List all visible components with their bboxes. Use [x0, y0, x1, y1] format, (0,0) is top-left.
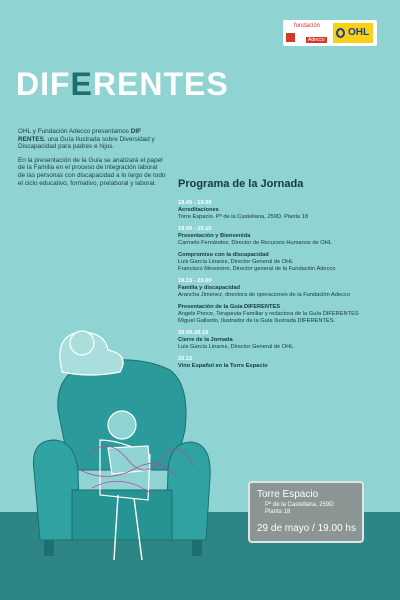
venue-address — [265, 502, 334, 516]
item-time: 20.15 — [178, 356, 193, 362]
item-heading: Compromiso con la discapacidad — [178, 252, 269, 258]
item-line: Miguel Gallardo, Ilustrador de la Guía Ilustrada DIFERENTES. — [178, 318, 336, 324]
intro-p1-c: , una Guía Ilustrada sobre Diversidad y Discapacidad para padres e hijos. — [18, 135, 155, 151]
schedule-item — [178, 356, 388, 370]
item-time: 20.00-20.15 — [178, 330, 209, 336]
title-part-2: RENTES — [92, 66, 229, 102]
title-part-1: DIF — [16, 66, 71, 102]
item-line: Carmelo Fernández, Director de Recursos Humanos de OHL — [178, 240, 332, 246]
schedule-item — [178, 252, 388, 273]
item-heading: Vino Español en la Torre Espacio — [178, 363, 268, 369]
item-heading: Cierre de la Jornada — [178, 337, 233, 343]
item-line: Luis García Linares, Director General de OHL — [178, 344, 294, 350]
item-line: Angels Ponce, Terapeuta Familiar y redactora de la Guía DIFERENTES — [178, 311, 359, 317]
child-head — [108, 411, 136, 439]
intro-p1-a: OHL y Fundación Adecco presentamos — [18, 128, 131, 135]
intro-p1-title: DIF RENTES — [18, 128, 142, 143]
adecco-label: Adecco — [308, 37, 325, 43]
item-heading: Presentación y Bienvenida — [178, 233, 251, 239]
venue-datetime: 29 de mayo / 19.00 hs — [257, 523, 356, 534]
fundacion-label: fundación — [294, 23, 321, 29]
item-line: Arancha Jimenez, directora de operaciones de la Fundación Adecco — [178, 292, 350, 298]
intro-paragraph-2: En la presentación de la Guía se analizará el papel de la Familia en el proceso de integración laboral de las personas con discapacidad a lo largo de todo el ciclo educativo, formativo, prelaboral y laboral. — [18, 156, 166, 187]
chair-leg-right — [192, 540, 202, 556]
item-line: Torre Espacio. Pº de la Castellana, 259D. Planta 18 — [178, 214, 309, 220]
item-line: Luis García Linares, Director General de OHL — [178, 259, 294, 265]
venue-name: Torre Espacio — [257, 489, 319, 500]
item-time: 19.00 - 19.15 — [178, 226, 212, 232]
item-heading: Acreditaciones — [178, 207, 219, 213]
chair-leg-left — [44, 540, 54, 556]
item-time: 18.45 - 19.00 — [178, 200, 212, 206]
item-heading: Familia y discapacidad — [178, 285, 240, 291]
item-line: Francisco Mesonero, Director general de la Fundación Adecco — [178, 266, 336, 272]
schedule-item — [178, 226, 388, 247]
venue-box — [248, 481, 364, 543]
title-highlight: E — [70, 66, 93, 102]
item-heading: Presentación de la Guía DIFERENTES — [178, 304, 281, 310]
schedule-item — [178, 278, 388, 299]
venue-address-line: Planta 18 — [265, 509, 291, 515]
sleeping-head — [70, 331, 94, 355]
schedule-item — [178, 200, 388, 221]
schedule-item — [178, 330, 388, 351]
schedule — [178, 200, 388, 375]
program-title: Programa de la Jornada — [178, 178, 304, 190]
venue-address-line: Pº de la Castellana, 259D — [265, 502, 334, 508]
schedule-item — [178, 304, 388, 325]
item-time: 19.15 - 20.00 — [178, 278, 212, 284]
ohl-label: OHL — [348, 27, 370, 38]
